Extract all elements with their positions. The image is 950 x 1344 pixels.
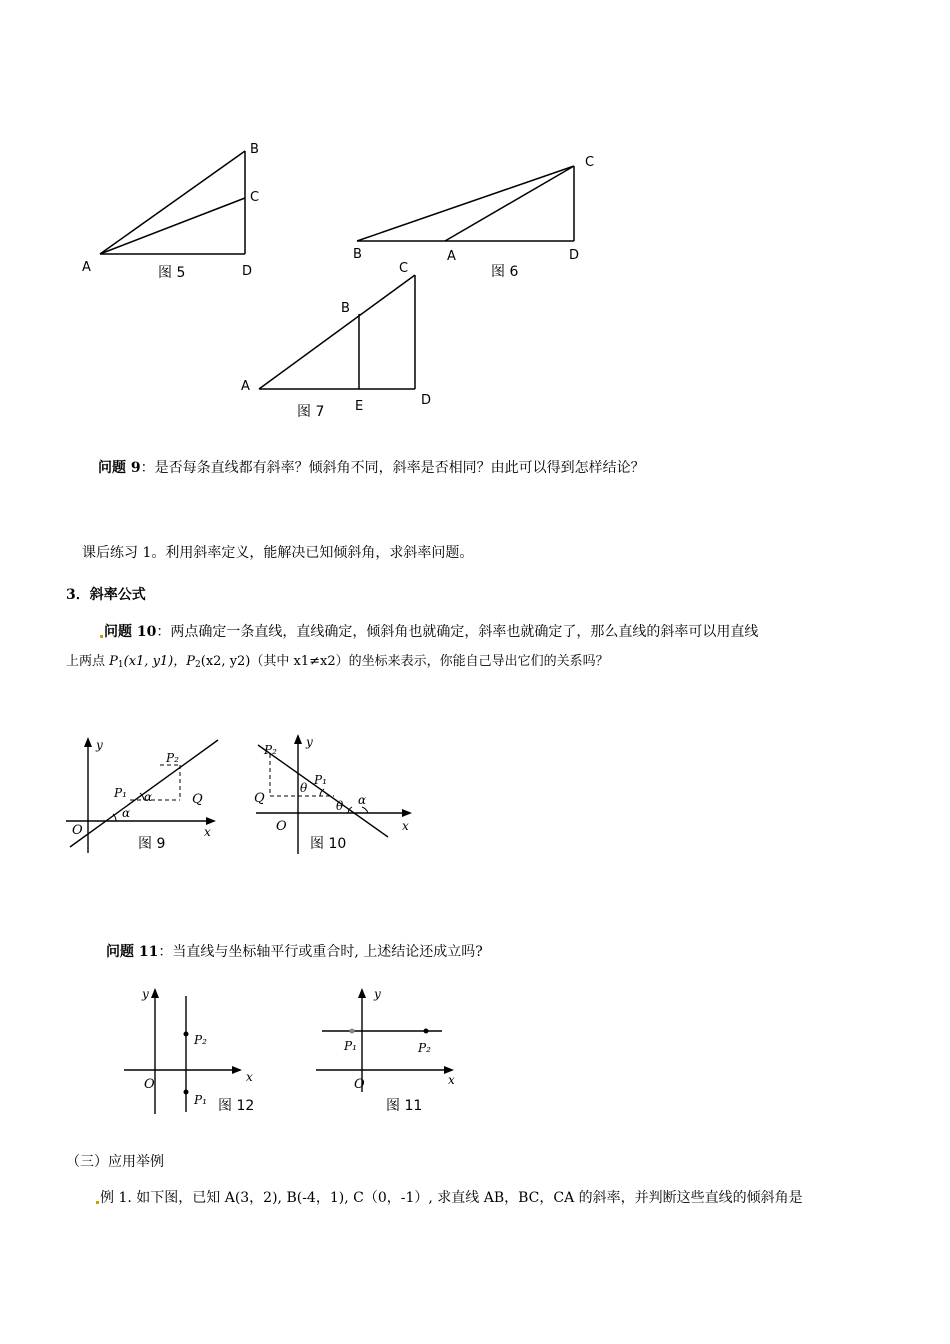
figure-12-caption: 图 12: [218, 1098, 255, 1114]
question-9-head: 问题 9: [98, 460, 141, 476]
question-10-head: 问题 10: [104, 624, 157, 640]
question-11-head: 问题 11: [106, 944, 159, 960]
figure-10-caption: 图 10: [310, 836, 347, 852]
label-C: C: [585, 155, 595, 170]
axis-y: y: [96, 738, 103, 752]
figure-7: [235, 258, 445, 423]
axis-x: x: [246, 1070, 253, 1084]
point-P1: P₁: [114, 786, 127, 800]
figure-6: [345, 150, 605, 280]
label-B: B: [250, 142, 259, 157]
label-D: D: [569, 248, 580, 263]
point-p2-coords: (x2, y2)（其中 x1≠x2）的坐标来表示，你能自己导出它们的关系吗？: [200, 654, 609, 669]
point-p2-sub: 2: [195, 660, 201, 670]
angle-alpha: α: [358, 793, 367, 807]
label-A: A: [241, 379, 250, 394]
question-10-line-1: [100, 620, 758, 644]
angle-theta-2: θ: [336, 799, 344, 813]
axis-x: x: [448, 1073, 455, 1087]
example-1-text: 例 1. 如下图，已知 A(3，2), B(-4，1), C（0，-1）, 求直线 AB，BC，CA 的斜率，并判断这些直线的倾斜角是: [100, 1190, 803, 1206]
angle-theta-1: θ: [300, 781, 308, 795]
point-p1-sub: 1: [117, 660, 124, 670]
section-3-heading: 3．斜率公式: [66, 587, 146, 603]
question-10-line-2: [66, 650, 609, 677]
figure-11-caption: 图 11: [386, 1098, 423, 1114]
figure-7-caption: 图 7: [297, 404, 325, 420]
question-10-text-2: 上两点: [66, 654, 110, 669]
label-B: B: [353, 247, 362, 262]
figure-6-caption: 图 6: [491, 264, 519, 280]
label-E: E: [355, 399, 364, 414]
question-9-text: ：是否每条直线都有斜率？倾斜角不同，斜率是否相同？由此可以得到怎样结论？: [140, 460, 645, 476]
axis-y: y: [374, 987, 381, 1001]
point-P1: P₁: [314, 773, 327, 787]
figure-10: [250, 730, 425, 860]
exercise-1: 课后练习 1。利用斜率定义，能解决已知倾斜角，求斜率问题。: [82, 545, 474, 561]
axis-x: x: [204, 825, 211, 839]
question-9: [98, 456, 645, 480]
point-P1: P₁: [344, 1039, 357, 1053]
point-P2: P₂: [166, 751, 179, 765]
point-P1: P₁: [194, 1093, 207, 1107]
point-p1: P: [109, 654, 118, 669]
label-D: D: [242, 264, 253, 279]
edit-marker: [100, 635, 103, 638]
angle-alpha-1: α: [144, 790, 153, 804]
label-A: A: [82, 260, 91, 275]
point-P2: P₂: [418, 1041, 431, 1055]
section-applications: （三）应用举例: [66, 1154, 164, 1170]
point-p1-coords: (x1, y1)，: [123, 654, 187, 669]
question-11: [106, 940, 483, 964]
point-p2: P: [186, 654, 196, 669]
axis-x: x: [402, 819, 409, 833]
figure-11: [310, 984, 465, 1119]
label-B: B: [341, 301, 350, 316]
label-C: C: [399, 261, 409, 276]
example-1: [96, 1186, 803, 1210]
label-A: A: [447, 249, 456, 264]
figure-9: [60, 735, 230, 860]
origin-O: O: [276, 819, 287, 834]
figure-9-caption: 图 9: [138, 836, 166, 852]
point-Q: Q: [254, 791, 265, 806]
origin-O: O: [354, 1077, 365, 1092]
axis-y: y: [306, 735, 313, 749]
edit-marker: [96, 1201, 99, 1204]
point-P2: P₂: [194, 1033, 207, 1047]
origin-O: O: [72, 823, 83, 838]
figure-5-caption: 图 5: [158, 265, 186, 281]
point-Q: Q: [192, 792, 203, 807]
origin-O: O: [144, 1077, 155, 1092]
figure-12: [120, 984, 270, 1119]
label-C: C: [250, 190, 260, 205]
point-P2: P₂: [264, 743, 277, 757]
angle-alpha-2: α: [122, 806, 131, 820]
label-D: D: [421, 393, 432, 408]
question-11-text: ：当直线与坐标轴平行或重合时, 上述结论还成立吗?: [158, 944, 483, 960]
axis-y: y: [142, 987, 149, 1001]
question-10-text-1: ：两点确定一条直线，直线确定，倾斜角也就确定，斜率也就确定了，那么直线的斜率可以用直线: [156, 624, 759, 640]
